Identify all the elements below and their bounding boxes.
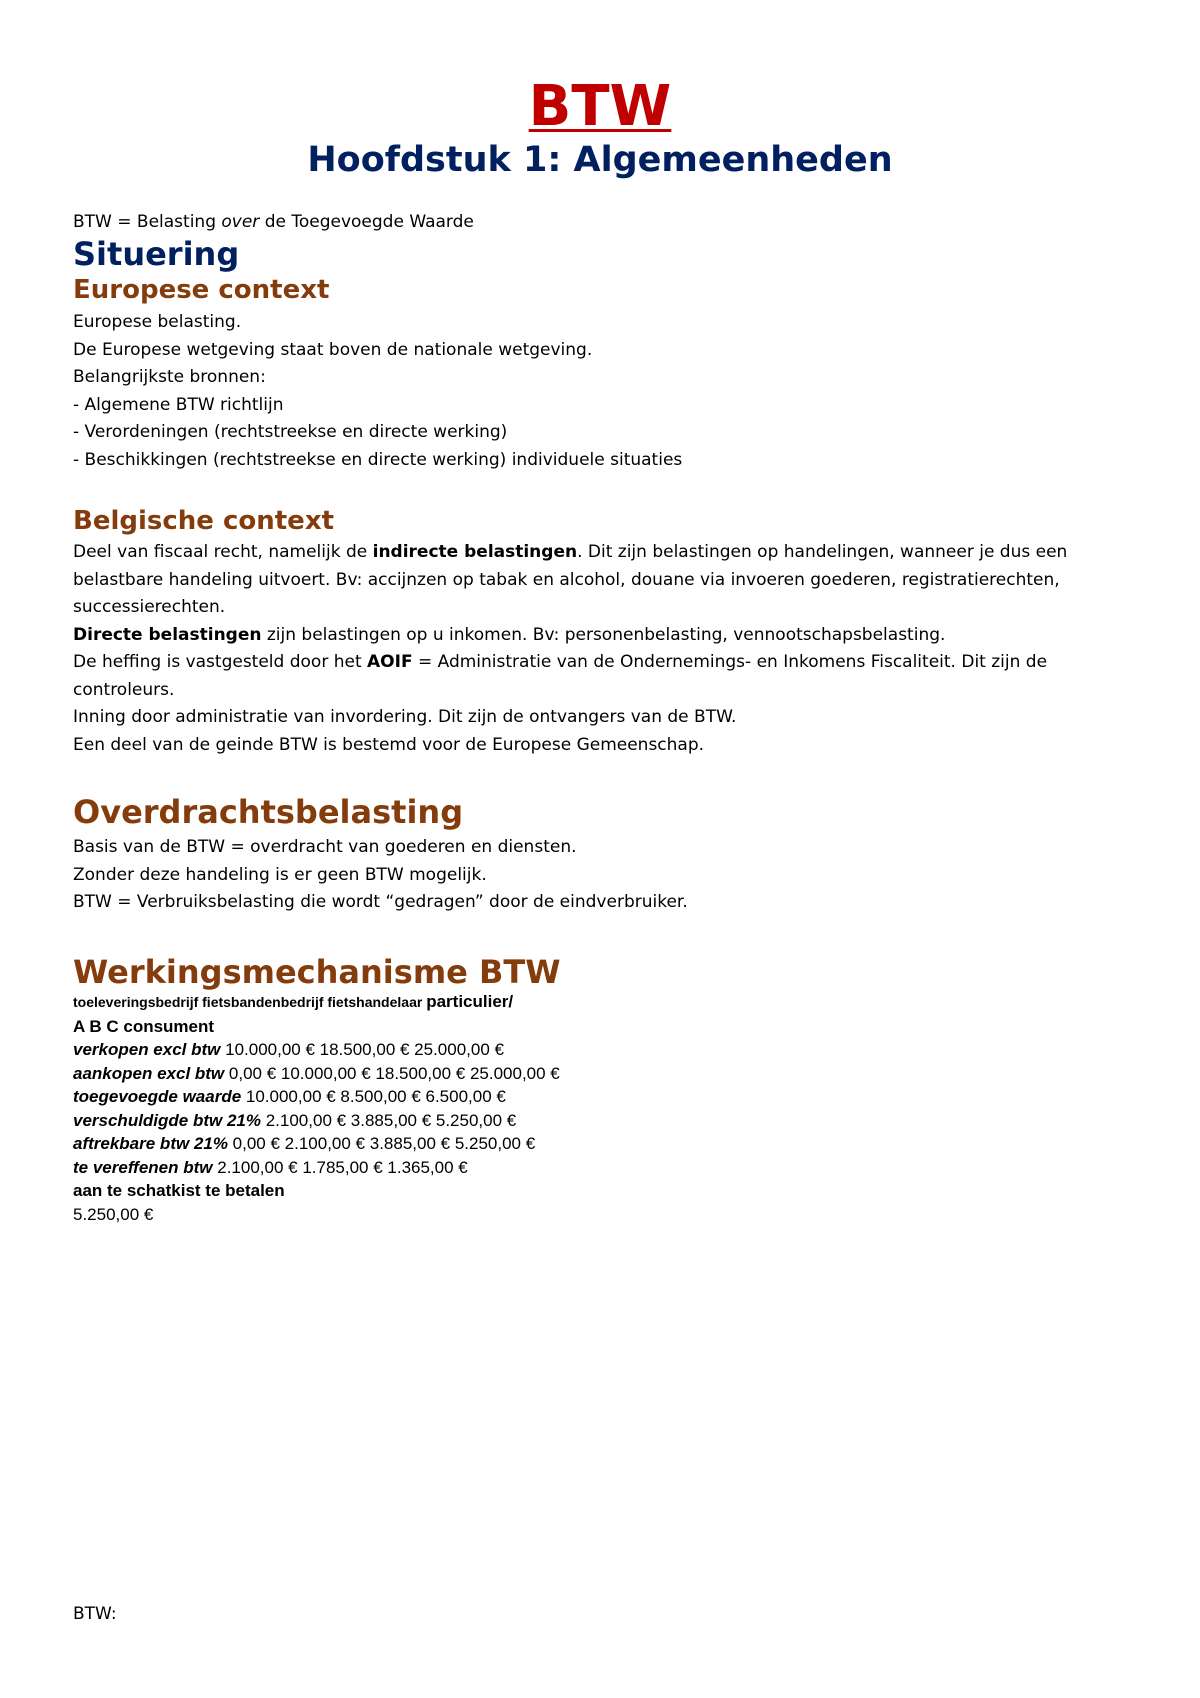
table-total-label: aan te schatkist te betalen xyxy=(73,1181,285,1200)
page-footer: BTW: xyxy=(73,1604,117,1624)
table-row: aankopen excl btw 0,00 € 10.000,00 € 18.500,00 € 25.000,00 € xyxy=(73,1063,560,1083)
list-item: - Algemene BTW richtlijn xyxy=(73,394,284,415)
paragraph-line: Zonder deze handeling is er geen BTW mogelijk. xyxy=(73,864,487,885)
subsection-heading-europese-context: Europese context xyxy=(73,275,330,305)
paragraph: Directe belastingen zijn belastingen op u inkomen. Bv: personenbelasting, vennootschapsbelasting. xyxy=(73,624,946,645)
paragraph-line: BTW = Verbruiksbelasting die wordt “gedragen” door de eindverbruiker. xyxy=(73,892,688,912)
paragraph: Een deel van de geinde BTW is bestemd voor de Europese Gemeenschap. xyxy=(73,734,705,755)
paragraph: Inning door administratie van invordering. Dit zijn de ontvangers van de BTW. xyxy=(73,707,737,727)
werkingsmechanisme-table xyxy=(73,990,560,1226)
table-header: toeleveringsbedrijf fietsbandenbedrijf fietshandelaar particulier/ xyxy=(73,992,514,1011)
intro-line: BTW = Belasting over de Toegevoegde Waarde xyxy=(73,212,474,232)
overdrachtsbelasting-body xyxy=(73,834,1133,917)
table-row: te vereffenen btw 2.100,00 € 1.785,00 € 1.365,00 € xyxy=(73,1157,468,1177)
section-heading-situering: Situering xyxy=(73,235,240,273)
paragraph: Deel van fiscaal recht, namelijk de indirecte belastingen. Dit zijn belastingen op handelingen, wanneer je dus een belastbare handeling uitvoert. Bv: accijnzen op tabak en alcohol, douane via invoeren goederen, registratierechten, successierechten. xyxy=(73,542,1068,617)
document-title: BTW xyxy=(528,74,672,139)
table-row: aftrekbare btw 21% 0,00 € 2.100,00 € 3.885,00 € 5.250,00 € xyxy=(73,1134,536,1153)
table-row: toegevoegde waarde 10.000,00 € 8.500,00 € 6.500,00 € xyxy=(73,1087,506,1106)
table-header: A B C consument xyxy=(73,1016,215,1036)
paragraph-line: Belangrijkste bronnen: xyxy=(73,367,266,387)
document-subtitle: Hoofdstuk 1: Algemeenheden xyxy=(307,140,893,180)
belgische-context-body xyxy=(73,539,1133,759)
list-item: - Beschikkingen (rechtstreekse en directe werking) individuele situaties xyxy=(73,449,683,470)
paragraph-line: De Europese wetgeving staat boven de nationale wetgeving. xyxy=(73,339,593,360)
europese-context-body xyxy=(73,309,1133,474)
table-total-value: 5.250,00 € xyxy=(73,1204,154,1224)
paragraph-line: Europese belasting. xyxy=(73,312,242,332)
paragraph: De heffing is vastgesteld door het AOIF = Administratie van de Ondernemings- en Inkomens Fiscaliteit. Dit zijn de controleurs. xyxy=(73,652,1048,700)
subsection-heading-overdrachtsbelasting: Overdrachtsbelasting xyxy=(73,793,464,831)
paragraph-line: Basis van de BTW = overdracht van goederen en diensten. xyxy=(73,837,577,857)
subsection-heading-belgische-context: Belgische context xyxy=(73,506,335,536)
list-item: - Verordeningen (rechtstreekse en directe werking) xyxy=(73,422,508,442)
subsection-heading-werkingsmechanisme: Werkingsmechanisme BTW xyxy=(73,953,561,991)
table-row: verschuldigde btw 21% 2.100,00 € 3.885,00 € 5.250,00 € xyxy=(73,1110,517,1130)
table-row: verkopen excl btw 10.000,00 € 18.500,00 € 25.000,00 € xyxy=(73,1040,504,1059)
